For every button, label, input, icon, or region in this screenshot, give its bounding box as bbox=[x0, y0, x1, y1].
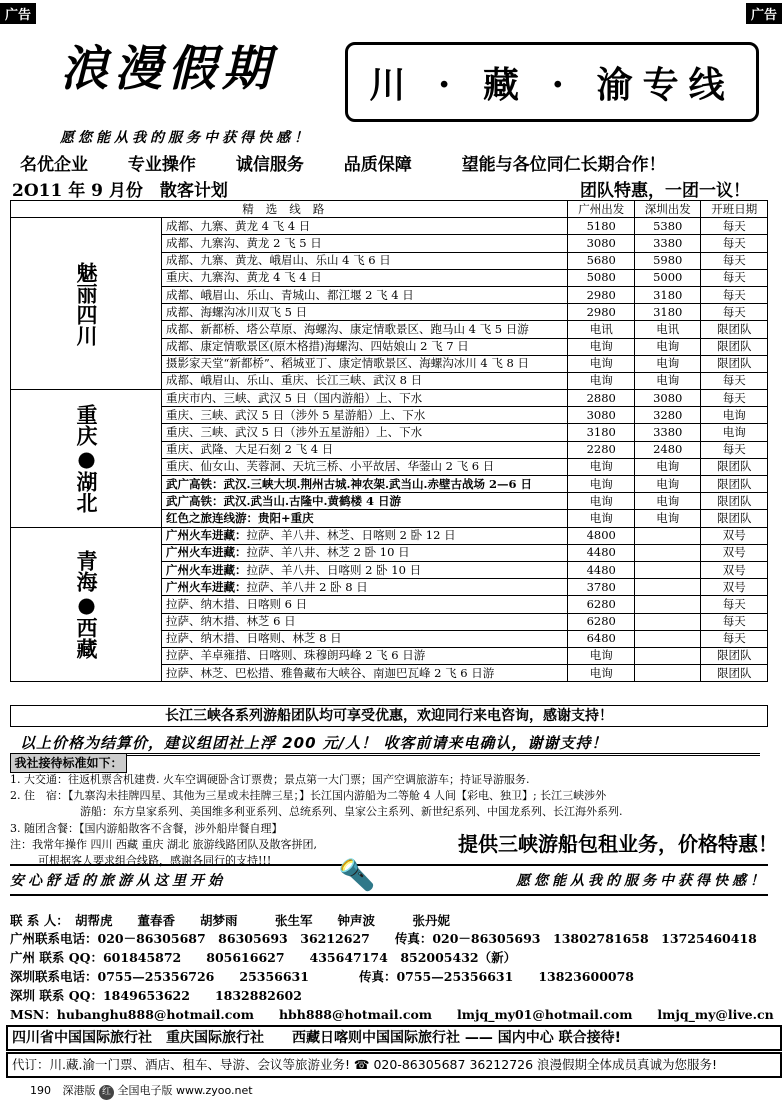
price-guangzhou: 4480 bbox=[568, 544, 635, 561]
slogan-band bbox=[10, 864, 768, 896]
page-section: 深港版 bbox=[62, 1084, 96, 1097]
page-number: 190 bbox=[30, 1084, 51, 1097]
route-text: 重庆、九寨沟、黄龙 4 飞 4 日 bbox=[166, 270, 322, 285]
route-prefix: 广州火车进藏： bbox=[166, 545, 247, 560]
price-shenzhen bbox=[634, 596, 701, 613]
price-guangzhou: 电讯 bbox=[568, 321, 635, 338]
schedule: 限团队 bbox=[701, 665, 768, 682]
standard-line: 2. 住 宿：【九寨沟未挂牌四星、其他为三星或未挂牌三星；】长江国内游船为二等舱 4 人间【彩电、独卫】; 长江三峡涉外 bbox=[10, 789, 607, 802]
standard-line: 3. 随团含餐：【国内游船散客不含餐，涉外船岸餐自理】 bbox=[10, 822, 283, 835]
route-cell bbox=[162, 579, 568, 596]
price-guangzhou: 6280 bbox=[568, 613, 635, 630]
route-cell bbox=[162, 630, 568, 647]
route-cell bbox=[162, 510, 568, 527]
pillars bbox=[20, 150, 780, 175]
schedule: 双号 bbox=[701, 579, 768, 596]
schedule: 限团队 bbox=[701, 476, 768, 493]
edition-badge: 红 bbox=[99, 1085, 114, 1100]
route-cell bbox=[162, 596, 568, 613]
route-cell bbox=[162, 304, 568, 321]
route-cell bbox=[162, 424, 568, 441]
price-shenzhen: 3080 bbox=[634, 390, 701, 407]
team-special: 团队特惠，一团一议！ bbox=[580, 181, 750, 201]
price-shenzhen bbox=[634, 579, 701, 596]
schedule: 每天 bbox=[701, 252, 768, 269]
price-shenzhen: 电询 bbox=[634, 355, 701, 372]
route-text: 拉萨、羊八井、日喀则 2 卧 10 日 bbox=[246, 562, 422, 577]
price-shenzhen bbox=[634, 647, 701, 664]
schedule: 每天 bbox=[701, 441, 768, 458]
price-shenzhen: 2480 bbox=[634, 441, 701, 458]
price-guangzhou: 3080 bbox=[568, 235, 635, 252]
route-cell bbox=[162, 235, 568, 252]
route-text: 成都、新都桥、塔公草原、海螺沟、康定情歌景区、跑马山 4 飞 5 日游 bbox=[166, 321, 529, 336]
contact-msn: MSN：hubanghu888@hotmail.com hbh888@hotmail.com lmjq_my01@hotmail.com lmjq_my@live.cn bbox=[10, 1007, 774, 1022]
price-guangzhou: 电询 bbox=[568, 338, 635, 355]
route-table bbox=[10, 200, 768, 682]
route-text: 成都、峨眉山、乐山、青城山、都江堰 2 飞 4 日 bbox=[166, 287, 414, 302]
table-row bbox=[11, 390, 768, 407]
price-shenzhen bbox=[634, 561, 701, 578]
price-guangzhou: 2980 bbox=[568, 304, 635, 321]
route-cell bbox=[162, 613, 568, 630]
route-text: 重庆、三峡、武汉 5 日（涉外 5 星游船）上、下水 bbox=[166, 407, 426, 422]
ad-label-right: 广告 bbox=[746, 3, 782, 24]
schedule: 限团队 bbox=[701, 647, 768, 664]
price-shenzhen: 3180 bbox=[634, 304, 701, 321]
route-cell bbox=[162, 458, 568, 475]
schedule: 限团队 bbox=[701, 493, 768, 510]
price-shenzhen: 5980 bbox=[634, 252, 701, 269]
brand-logo: 浪漫假期 bbox=[60, 41, 277, 97]
price-shenzhen: 电询 bbox=[634, 510, 701, 527]
price-shenzhen: 电询 bbox=[634, 372, 701, 389]
price-guangzhou: 4800 bbox=[568, 527, 635, 544]
price-guangzhou: 电询 bbox=[568, 372, 635, 389]
route-cell bbox=[162, 544, 568, 561]
price-guangzhou: 电询 bbox=[568, 458, 635, 475]
route-banner: 川 · 藏 · 渝专线 bbox=[345, 42, 759, 122]
route-cell bbox=[162, 338, 568, 355]
route-cell bbox=[162, 665, 568, 682]
route-cell bbox=[162, 390, 568, 407]
brand-slogan: 愿您能从我的服务中获得快感！ bbox=[60, 130, 312, 146]
pillar-wish: 望能与各位同仁长期合作！ bbox=[461, 155, 666, 175]
schedule: 双号 bbox=[701, 561, 768, 578]
price-shenzhen: 电询 bbox=[634, 493, 701, 510]
col-header-shenzhen: 深圳出发 bbox=[634, 201, 701, 218]
standards-title: 我社接待标准如下： bbox=[10, 753, 127, 773]
schedule: 每天 bbox=[701, 286, 768, 303]
price-guangzhou: 电询 bbox=[568, 493, 635, 510]
charter-promo: 提供三峡游船包租业务，价格特惠！ bbox=[458, 832, 778, 856]
price-guangzhou: 2280 bbox=[568, 441, 635, 458]
route-text: 拉萨、纳木措、日喀则、林芝 8 日 bbox=[166, 631, 342, 646]
ad-label-left: 广告 bbox=[0, 3, 36, 24]
contact-shenzhen-phone: 深圳联系电话：0755—25356726 25356631 传真：0755—25356631 13823600078 bbox=[10, 969, 634, 984]
route-cell bbox=[162, 441, 568, 458]
route-text: 拉萨、羊八井、林芝、日喀则 2 卧 12 日 bbox=[246, 528, 456, 543]
route-cell bbox=[162, 561, 568, 578]
schedule: 每天 bbox=[701, 630, 768, 647]
plan-title: 2O11 年 9 月份 散客计划 bbox=[12, 181, 228, 201]
route-text: 重庆、武隆、大足石刻 2 飞 4 日 bbox=[166, 442, 334, 457]
price-guangzhou: 6480 bbox=[568, 630, 635, 647]
route-cell bbox=[162, 252, 568, 269]
route-text: 成都、峨眉山、乐山、重庆、长江三峡、武汉 8 日 bbox=[166, 373, 423, 388]
price-guangzhou: 电询 bbox=[568, 665, 635, 682]
route-cell bbox=[162, 527, 568, 544]
standard-line: 1. 大交通：往返机票含机建费. 火车空调硬卧含订票费；景点第一大门票；国产空调旅游车；持证导游服务. bbox=[10, 773, 530, 786]
route-text: 拉萨、羊八井 2 卧 8 日 bbox=[246, 579, 368, 594]
cruise-footnote: 长江三峡各系列游船团队均可享受优惠，欢迎同行来电咨询，感谢支持！ bbox=[10, 705, 768, 727]
route-text: 重庆、仙女山、芙蓉洞、天坑三桥、小平故居、华蓥山 2 飞 6 日 bbox=[166, 459, 495, 474]
route-cell bbox=[162, 321, 568, 338]
price-shenzhen: 3180 bbox=[634, 286, 701, 303]
price-guangzhou: 2980 bbox=[568, 286, 635, 303]
standard-line: 游船：东方皇家系列、美国维多利亚系列、总统系列、皇家公主系列、新世纪系列、中国龙系列、长江海外系列. bbox=[80, 805, 623, 818]
col-header-guangzhou: 广州出发 bbox=[568, 201, 635, 218]
schedule: 电询 bbox=[701, 407, 768, 424]
page-footer bbox=[30, 1082, 253, 1100]
band-right: 愿您能从我的服务中获得快感！ bbox=[516, 873, 768, 889]
contact-guangzhou-phone: 广州联系电话：020－86305687 86305693 36212627 传真：020－86305693 13802781658 13725460418 bbox=[10, 931, 757, 946]
price-guangzhou: 3180 bbox=[568, 424, 635, 441]
schedule: 每天 bbox=[701, 613, 768, 630]
schedule: 限团队 bbox=[701, 321, 768, 338]
route-prefix: 广州火车进藏： bbox=[166, 562, 247, 577]
contact-guangzhou-qq: 广州 联系 QQ：601845872 805616627 435647174 852005432（新） bbox=[10, 950, 517, 965]
route-text: 重庆、三峡、武汉 5 日（涉外五星游船）上、下水 bbox=[166, 425, 423, 440]
table-row bbox=[11, 218, 768, 235]
route-cell bbox=[162, 286, 568, 303]
price-shenzhen: 5380 bbox=[634, 218, 701, 235]
price-shenzhen: 电询 bbox=[634, 338, 701, 355]
schedule: 每天 bbox=[701, 372, 768, 389]
contact-people: 联 系 人： 胡帮虎 董春香 胡梦雨 张生军 钟声波 张丹妮 bbox=[10, 913, 450, 928]
schedule: 每天 bbox=[701, 235, 768, 252]
route-cell bbox=[162, 647, 568, 664]
route-text: 拉萨、林芝、巴松措、雅鲁藏布大峡谷、南迦巴瓦峰 2 飞 6 日游 bbox=[166, 665, 495, 680]
price-guangzhou: 电询 bbox=[568, 647, 635, 664]
schedule: 每天 bbox=[701, 596, 768, 613]
band-left: 安心舒适的旅游从这里开始 bbox=[10, 873, 226, 889]
pillar: 名优企业 bbox=[20, 155, 88, 175]
route-text: 摄影家天堂“新都桥”、稻城亚丁、康定情歌景区、海螺沟冰川 4 飞 8 日 bbox=[166, 356, 530, 371]
schedule: 每天 bbox=[701, 390, 768, 407]
price-shenzhen: 3380 bbox=[634, 424, 701, 441]
schedule: 限团队 bbox=[701, 338, 768, 355]
price-shenzhen: 电讯 bbox=[634, 321, 701, 338]
schedule: 电询 bbox=[701, 424, 768, 441]
price-guangzhou: 3080 bbox=[568, 407, 635, 424]
contact-shenzhen-qq: 深圳 联系 QQ：1849653622 1832882602 bbox=[10, 988, 302, 1003]
route-text: 成都、康定情歌景区(原木格措)海螺沟、四姑娘山 2 飞 7 日 bbox=[166, 339, 469, 354]
price-shenzhen: 3280 bbox=[634, 407, 701, 424]
route-text: 重庆市内、三峡、武汉 5 日（国内游船）上、下水 bbox=[166, 390, 423, 405]
route-prefix: 武广高铁： bbox=[166, 493, 224, 508]
pillar: 品质保障 bbox=[343, 155, 412, 175]
route-text: 成都、九寨、黄龙、峨眉山、乐山 4 飞 6 日 bbox=[166, 253, 391, 268]
route-text: 武汉.三峡大坝.荆州古城.神农架.武当山.赤壁古战场 2—6 日 bbox=[223, 476, 533, 491]
route-cell bbox=[162, 218, 568, 235]
col-header-route: 精选线路 bbox=[11, 201, 568, 218]
price-shenzhen: 电询 bbox=[634, 476, 701, 493]
route-prefix: 广州火车进藏： bbox=[166, 579, 247, 594]
route-text: 拉萨、纳木措、林芝 6 日 bbox=[166, 614, 296, 629]
price-guangzhou: 5180 bbox=[568, 218, 635, 235]
price-shenzhen bbox=[634, 630, 701, 647]
price-note: 以上价格为结算价，建议组团社上浮 200 元/人！ 收客前请来电确认，谢谢支持！ bbox=[20, 732, 760, 756]
pillar: 专业操作 bbox=[127, 155, 196, 175]
schedule: 双号 bbox=[701, 544, 768, 561]
standard-line: 可根据客人要求组合线路，感谢各同行的支持!!! bbox=[38, 854, 272, 867]
price-guangzhou: 3780 bbox=[568, 579, 635, 596]
standard-line: 注：我常年操作 四川 西藏 重庆 湖北 旅游线路团队及散客拼团, bbox=[10, 838, 317, 851]
price-shenzhen bbox=[634, 665, 701, 682]
agencies-bar: 四川省中国国际旅行社 重庆国际旅行社 西藏日喀则中国国际旅行社 —— 国内中心 联合接待! bbox=[6, 1025, 782, 1051]
schedule: 每天 bbox=[701, 269, 768, 286]
route-text: 贵阳+重庆 bbox=[258, 510, 314, 525]
route-text: 武汉.武当山.古隆中.黄鹤楼 4 日游 bbox=[223, 493, 402, 508]
region-label: 重庆●湖北 bbox=[11, 390, 162, 528]
torch-icon: 🔦 bbox=[338, 858, 376, 893]
route-cell bbox=[162, 372, 568, 389]
schedule: 每天 bbox=[701, 304, 768, 321]
route-cell bbox=[162, 407, 568, 424]
price-shenzhen bbox=[634, 527, 701, 544]
price-shenzhen bbox=[634, 613, 701, 630]
price-shenzhen: 电询 bbox=[634, 458, 701, 475]
price-guangzhou: 2880 bbox=[568, 390, 635, 407]
price-shenzhen: 3380 bbox=[634, 235, 701, 252]
table-row bbox=[11, 527, 768, 544]
price-guangzhou: 电询 bbox=[568, 476, 635, 493]
route-prefix: 武广高铁： bbox=[166, 476, 224, 491]
schedule: 每天 bbox=[701, 218, 768, 235]
route-prefix: 红色之旅连线游： bbox=[166, 510, 258, 525]
price-shenzhen: 5000 bbox=[634, 269, 701, 286]
route-cell bbox=[162, 493, 568, 510]
region-label: 魅丽四川 bbox=[11, 218, 162, 390]
schedule: 限团队 bbox=[701, 510, 768, 527]
price-guangzhou: 6280 bbox=[568, 596, 635, 613]
price-guangzhou: 电询 bbox=[568, 355, 635, 372]
pillar: 诚信服务 bbox=[235, 155, 304, 175]
route-text: 成都、九寨沟、黄龙 2 飞 5 日 bbox=[166, 235, 322, 250]
price-guangzhou: 5080 bbox=[568, 269, 635, 286]
schedule: 双号 bbox=[701, 527, 768, 544]
route-cell bbox=[162, 476, 568, 493]
route-cell bbox=[162, 355, 568, 372]
col-header-schedule: 开班日期 bbox=[701, 201, 768, 218]
page-site: 全国电子版 www.zyoo.net bbox=[117, 1084, 253, 1097]
route-prefix: 广州火车进藏： bbox=[166, 528, 247, 543]
price-guangzhou: 电询 bbox=[568, 510, 635, 527]
region-label: 青海●西藏 bbox=[11, 527, 162, 682]
price-shenzhen bbox=[634, 544, 701, 561]
route-text: 拉萨、羊卓雍措、日喀则、珠穆朗玛峰 2 飞 6 日游 bbox=[166, 648, 426, 663]
price-guangzhou: 4480 bbox=[568, 561, 635, 578]
schedule: 限团队 bbox=[701, 458, 768, 475]
route-cell bbox=[162, 269, 568, 286]
price-guangzhou: 5680 bbox=[568, 252, 635, 269]
route-text: 拉萨、羊八井、林芝 2 卧 10 日 bbox=[246, 545, 410, 560]
route-text: 成都、九寨、黄龙 4 飞 4 日 bbox=[166, 218, 311, 233]
services-bar: 代订：川.藏.渝一门票、酒店、租车、导游、会议等旅游业务! ☎ 020-86305687 36212726 浪漫假期全体成员真诚为您服务! bbox=[6, 1052, 782, 1078]
route-text: 成都、海螺沟冰川双飞 5 日 bbox=[166, 304, 308, 319]
schedule: 限团队 bbox=[701, 355, 768, 372]
route-text: 拉萨、纳木措、日喀则 6 日 bbox=[166, 596, 308, 611]
